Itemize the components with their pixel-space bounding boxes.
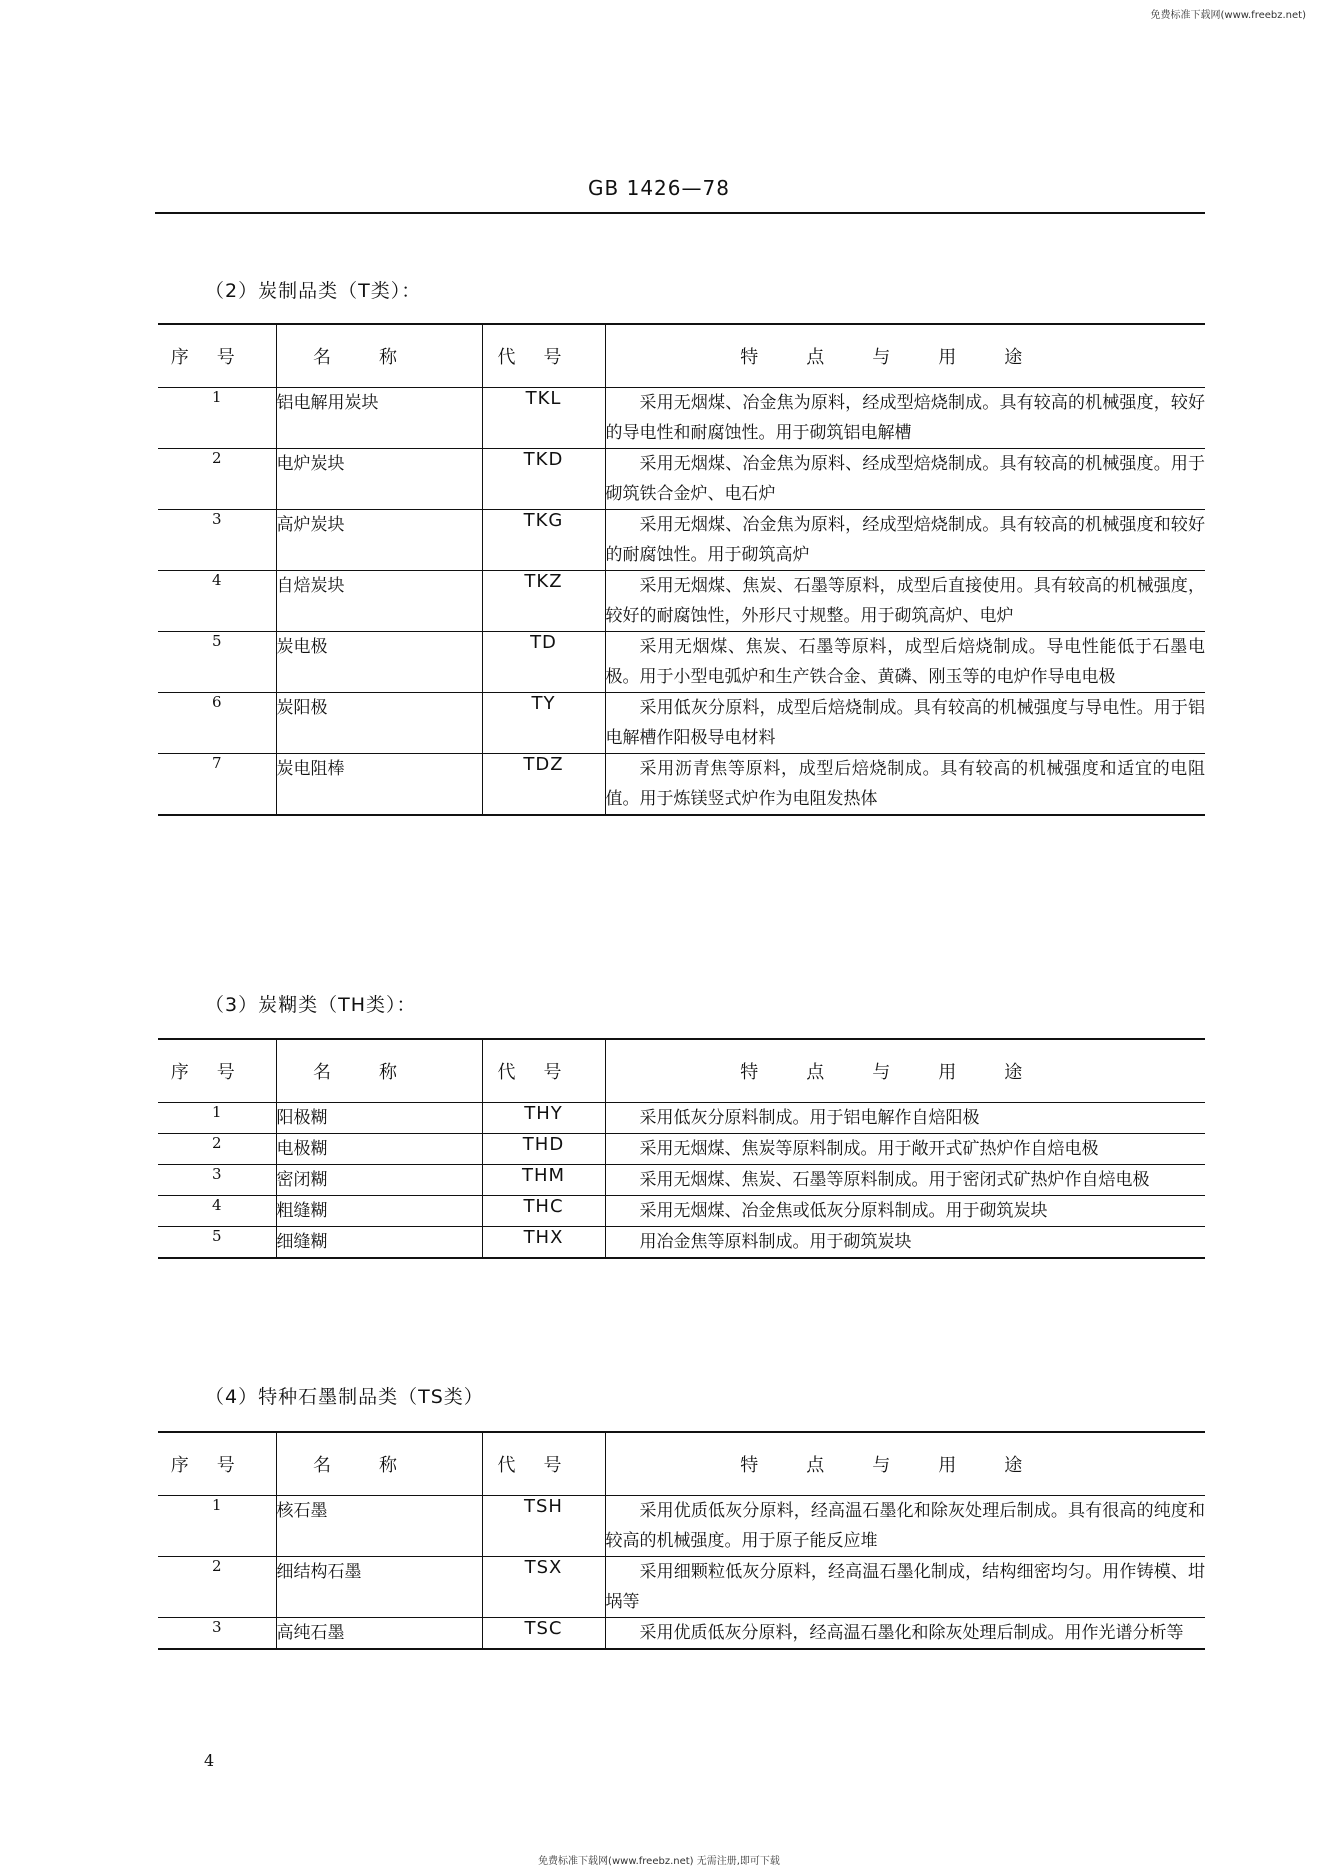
product-name: 铝电解用炭块 [276, 388, 482, 449]
page-number: 4 [204, 1751, 215, 1770]
standard-code-heading: GB 1426—78 [588, 176, 730, 200]
column-header-no: 序号 [158, 324, 276, 388]
row-number: 1 [158, 388, 276, 449]
table-carbon-paste [158, 1038, 1205, 1259]
product-use: 采用优质低灰分原料，经高温石墨化和除灰处理后制成。用作光谱分析等 [605, 1618, 1205, 1650]
table-row [158, 1196, 1205, 1227]
product-use: 采用无烟煤、焦炭、石墨等原料，成型后焙烧制成。导电性能低于石墨电极。用于小型电弧炉和生产铁合金、黄磷、刚玉等的电炉作导电电极 [605, 632, 1205, 693]
column-header-use: 特点与用途 [605, 1039, 1205, 1103]
product-name: 自焙炭块 [276, 571, 482, 632]
product-use: 采用优质低灰分原料，经高温石墨化和除灰处理后制成。具有很高的纯度和较高的机械强度。用于原子能反应堆 [605, 1496, 1205, 1557]
product-code: TKZ [482, 571, 605, 632]
table-row [158, 693, 1205, 754]
table-row [158, 1618, 1205, 1650]
row-number: 2 [158, 449, 276, 510]
product-code: THD [482, 1134, 605, 1165]
product-code: THC [482, 1196, 605, 1227]
column-header-name: 名称 [276, 1039, 482, 1103]
header-rule [155, 212, 1205, 214]
product-use: 采用无烟煤、冶金焦为原料，经成型焙烧制成。具有较高的机械强度和较好的耐腐蚀性。用于砌筑高炉 [605, 510, 1205, 571]
product-use: 采用无烟煤、焦炭、石墨等原料制成。用于密闭式矿热炉作自焙电极 [605, 1165, 1205, 1196]
product-code: THX [482, 1227, 605, 1259]
product-use: 采用无烟煤、焦炭、石墨等原料，成型后直接使用。具有较高的机械强度，较好的耐腐蚀性，外形尺寸规整。用于砌筑高炉、电炉 [605, 571, 1205, 632]
product-name: 细缝糊 [276, 1227, 482, 1259]
product-name: 炭阳极 [276, 693, 482, 754]
product-code: TKG [482, 510, 605, 571]
column-header-use: 特点与用途 [605, 1432, 1205, 1496]
product-name: 高纯石墨 [276, 1618, 482, 1650]
section-title-t: （2）炭制品类（T类）： [205, 280, 422, 302]
product-use: 采用沥青焦等原料，成型后焙烧制成。具有较高的机械强度和适宜的电阻值。用于炼镁竖式炉作为电阻发热体 [605, 754, 1205, 816]
table-row [158, 1165, 1205, 1196]
table-row [158, 1227, 1205, 1259]
product-code: TSC [482, 1618, 605, 1650]
product-name: 电极糊 [276, 1134, 482, 1165]
table-special-graphite [158, 1431, 1205, 1650]
product-use: 采用无烟煤、冶金焦为原料，经成型焙烧制成。具有较高的机械强度，较好的导电性和耐腐蚀性。用于砌筑铝电解槽 [605, 388, 1205, 449]
product-use: 采用细颗粒低灰分原料，经高温石墨化制成，结构细密均匀。用作铸模、坩埚等 [605, 1557, 1205, 1618]
table-row [158, 1134, 1205, 1165]
product-code: TSH [482, 1496, 605, 1557]
row-number: 7 [158, 754, 276, 816]
product-use: 采用低灰分原料制成。用于铝电解作自焙阳极 [605, 1103, 1205, 1134]
product-name: 粗缝糊 [276, 1196, 482, 1227]
product-use: 采用低灰分原料，成型后焙烧制成。具有较高的机械强度与导电性。用于铝电解槽作阳极导电材料 [605, 693, 1205, 754]
row-number: 4 [158, 571, 276, 632]
product-name: 细结构石墨 [276, 1557, 482, 1618]
table-row [158, 571, 1205, 632]
product-code: TKD [482, 449, 605, 510]
table-carbon-products [158, 323, 1205, 816]
row-number: 3 [158, 510, 276, 571]
table-row [158, 754, 1205, 816]
section-title-th: （3）炭糊类（TH类）： [205, 994, 417, 1016]
table-row [158, 632, 1205, 693]
bottom-watermark-note: 免费标准下载网(www.freebz.net) 无需注册,即可下载 [538, 1856, 780, 1867]
product-use: 采用无烟煤、冶金焦为原料、经成型焙烧制成。具有较高的机械强度。用于砌筑铁合金炉、电石炉 [605, 449, 1205, 510]
table-row [158, 1103, 1205, 1134]
column-header-code: 代号 [482, 324, 605, 388]
product-code: TSX [482, 1557, 605, 1618]
column-header-code: 代号 [482, 1039, 605, 1103]
row-number: 1 [158, 1496, 276, 1557]
top-watermark-note: 免费标准下载网(www.freebz.net) [1150, 10, 1306, 21]
product-use: 用冶金焦等原料制成。用于砌筑炭块 [605, 1227, 1205, 1259]
column-header-name: 名称 [276, 1432, 482, 1496]
row-number: 2 [158, 1134, 276, 1165]
section-title-ts: （4）特种石墨制品类（TS类） [205, 1386, 484, 1408]
product-name: 核石墨 [276, 1496, 482, 1557]
row-number: 4 [158, 1196, 276, 1227]
row-number: 3 [158, 1618, 276, 1650]
row-number: 3 [158, 1165, 276, 1196]
product-code: THM [482, 1165, 605, 1196]
product-code: THY [482, 1103, 605, 1134]
product-use: 采用无烟煤、焦炭等原料制成。用于敞开式矿热炉作自焙电极 [605, 1134, 1205, 1165]
product-code: TDZ [482, 754, 605, 816]
product-code: TKL [482, 388, 605, 449]
product-use: 采用无烟煤、冶金焦或低灰分原料制成。用于砌筑炭块 [605, 1196, 1205, 1227]
table-row [158, 388, 1205, 449]
product-name: 炭电阻棒 [276, 754, 482, 816]
product-code: TD [482, 632, 605, 693]
column-header-use: 特点与用途 [605, 324, 1205, 388]
product-code: TY [482, 693, 605, 754]
product-name: 密闭糊 [276, 1165, 482, 1196]
column-header-name: 名称 [276, 324, 482, 388]
row-number: 5 [158, 1227, 276, 1259]
row-number: 2 [158, 1557, 276, 1618]
column-header-code: 代号 [482, 1432, 605, 1496]
table-row [158, 510, 1205, 571]
row-number: 5 [158, 632, 276, 693]
product-name: 电炉炭块 [276, 449, 482, 510]
column-header-no: 序号 [158, 1039, 276, 1103]
table-row [158, 1496, 1205, 1557]
product-name: 高炉炭块 [276, 510, 482, 571]
table-row [158, 1557, 1205, 1618]
table-row [158, 449, 1205, 510]
column-header-no: 序号 [158, 1432, 276, 1496]
product-name: 阳极糊 [276, 1103, 482, 1134]
row-number: 1 [158, 1103, 276, 1134]
row-number: 6 [158, 693, 276, 754]
product-name: 炭电极 [276, 632, 482, 693]
